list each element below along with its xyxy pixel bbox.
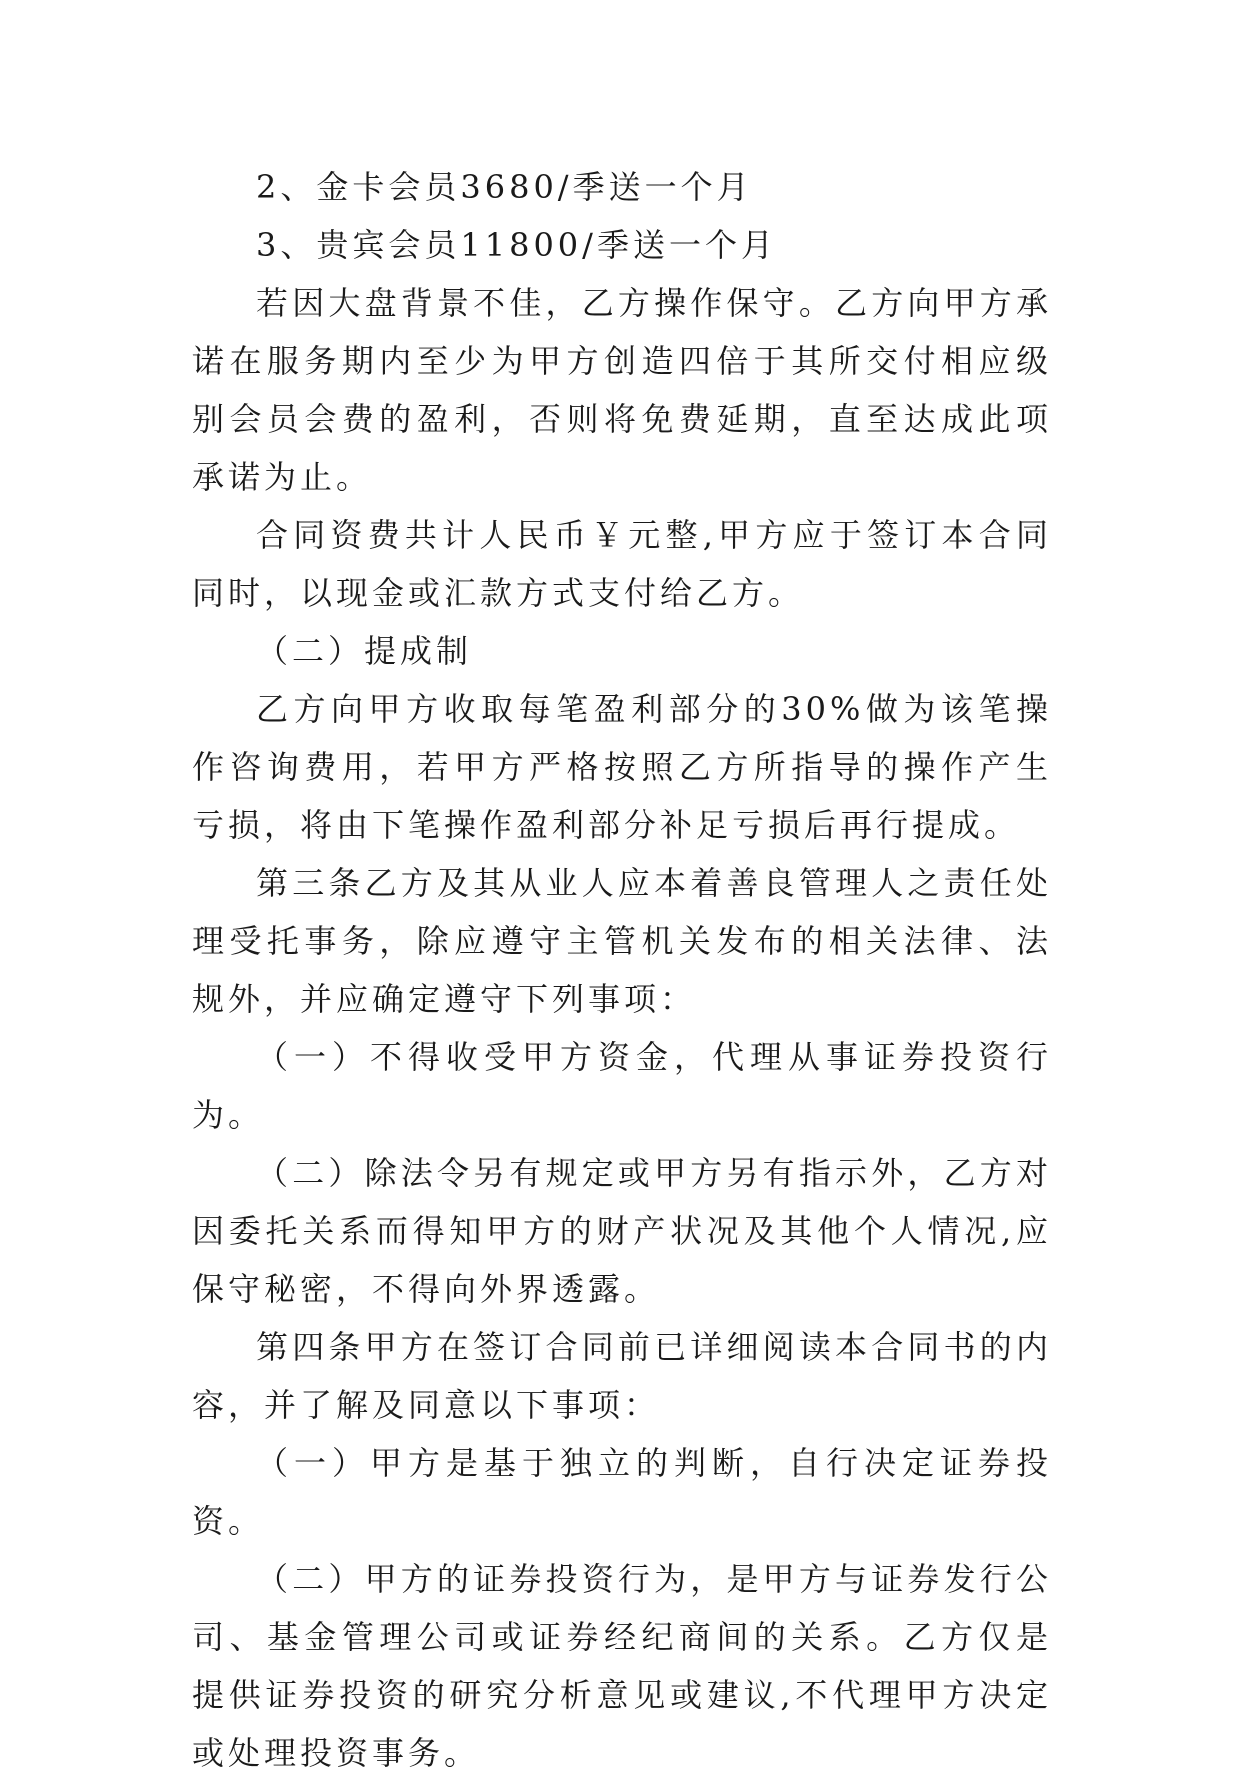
paragraph-commission-terms: 乙方向甲方收取每笔盈利部分的30%做为该笔操作咨询费用，若甲方严格按照乙方所指导的操作产生亏损，将由下笔操作盈利部分补足亏损后再行提成。 (192, 690, 1052, 844)
paragraph-article-4: 第四条甲方在签订合同前已详细阅读本合同书的内容，并了解及同意以下事项： (192, 1328, 1052, 1424)
document-body (192, 158, 1052, 1782)
paragraph-article-4-item-1: （一）甲方是基于独立的判断，自行决定证券投资。 (192, 1444, 1052, 1540)
paragraph-vip-member: 3、贵宾会员11800/季送一个月 (256, 226, 777, 264)
paragraph-profit-promise: 若因大盘背景不佳，乙方操作保守。乙方向甲方承诺在服务期内至少为甲方创造四倍于其所交付相应级别会员会费的盈利，否则将免费延期，直至达成此项承诺为止。 (192, 284, 1052, 496)
paragraph-article-3: 第三条乙方及其从业人应本着善良管理人之责任处理受托事务，除应遵守主管机关发布的相关法律、法规外，并应确定遵守下列事项： (192, 864, 1052, 1018)
paragraph-gold-member: 2、金卡会员3680/季送一个月 (256, 168, 753, 206)
heading-commission: （二）提成制 (256, 632, 473, 670)
paragraph-contract-fee: 合同资费共计人民币￥元整,甲方应于签订本合同同时，以现金或汇款方式支付给乙方。 (192, 516, 1052, 612)
paragraph-article-3-item-1: （一）不得收受甲方资金，代理从事证券投资行为。 (192, 1038, 1052, 1134)
paragraph-article-4-item-2: （二）甲方的证券投资行为，是甲方与证券发行公司、基金管理公司或证券经纪商间的关系。乙方仅是提供证券投资的研究分析意见或建议,不代理甲方决定或处理投资事务。 (192, 1560, 1052, 1772)
paragraph-article-3-item-2: （二）除法令另有规定或甲方另有指示外，乙方对因委托关系而得知甲方的财产状况及其他个人情况,应保守秘密，不得向外界透露。 (192, 1154, 1052, 1308)
